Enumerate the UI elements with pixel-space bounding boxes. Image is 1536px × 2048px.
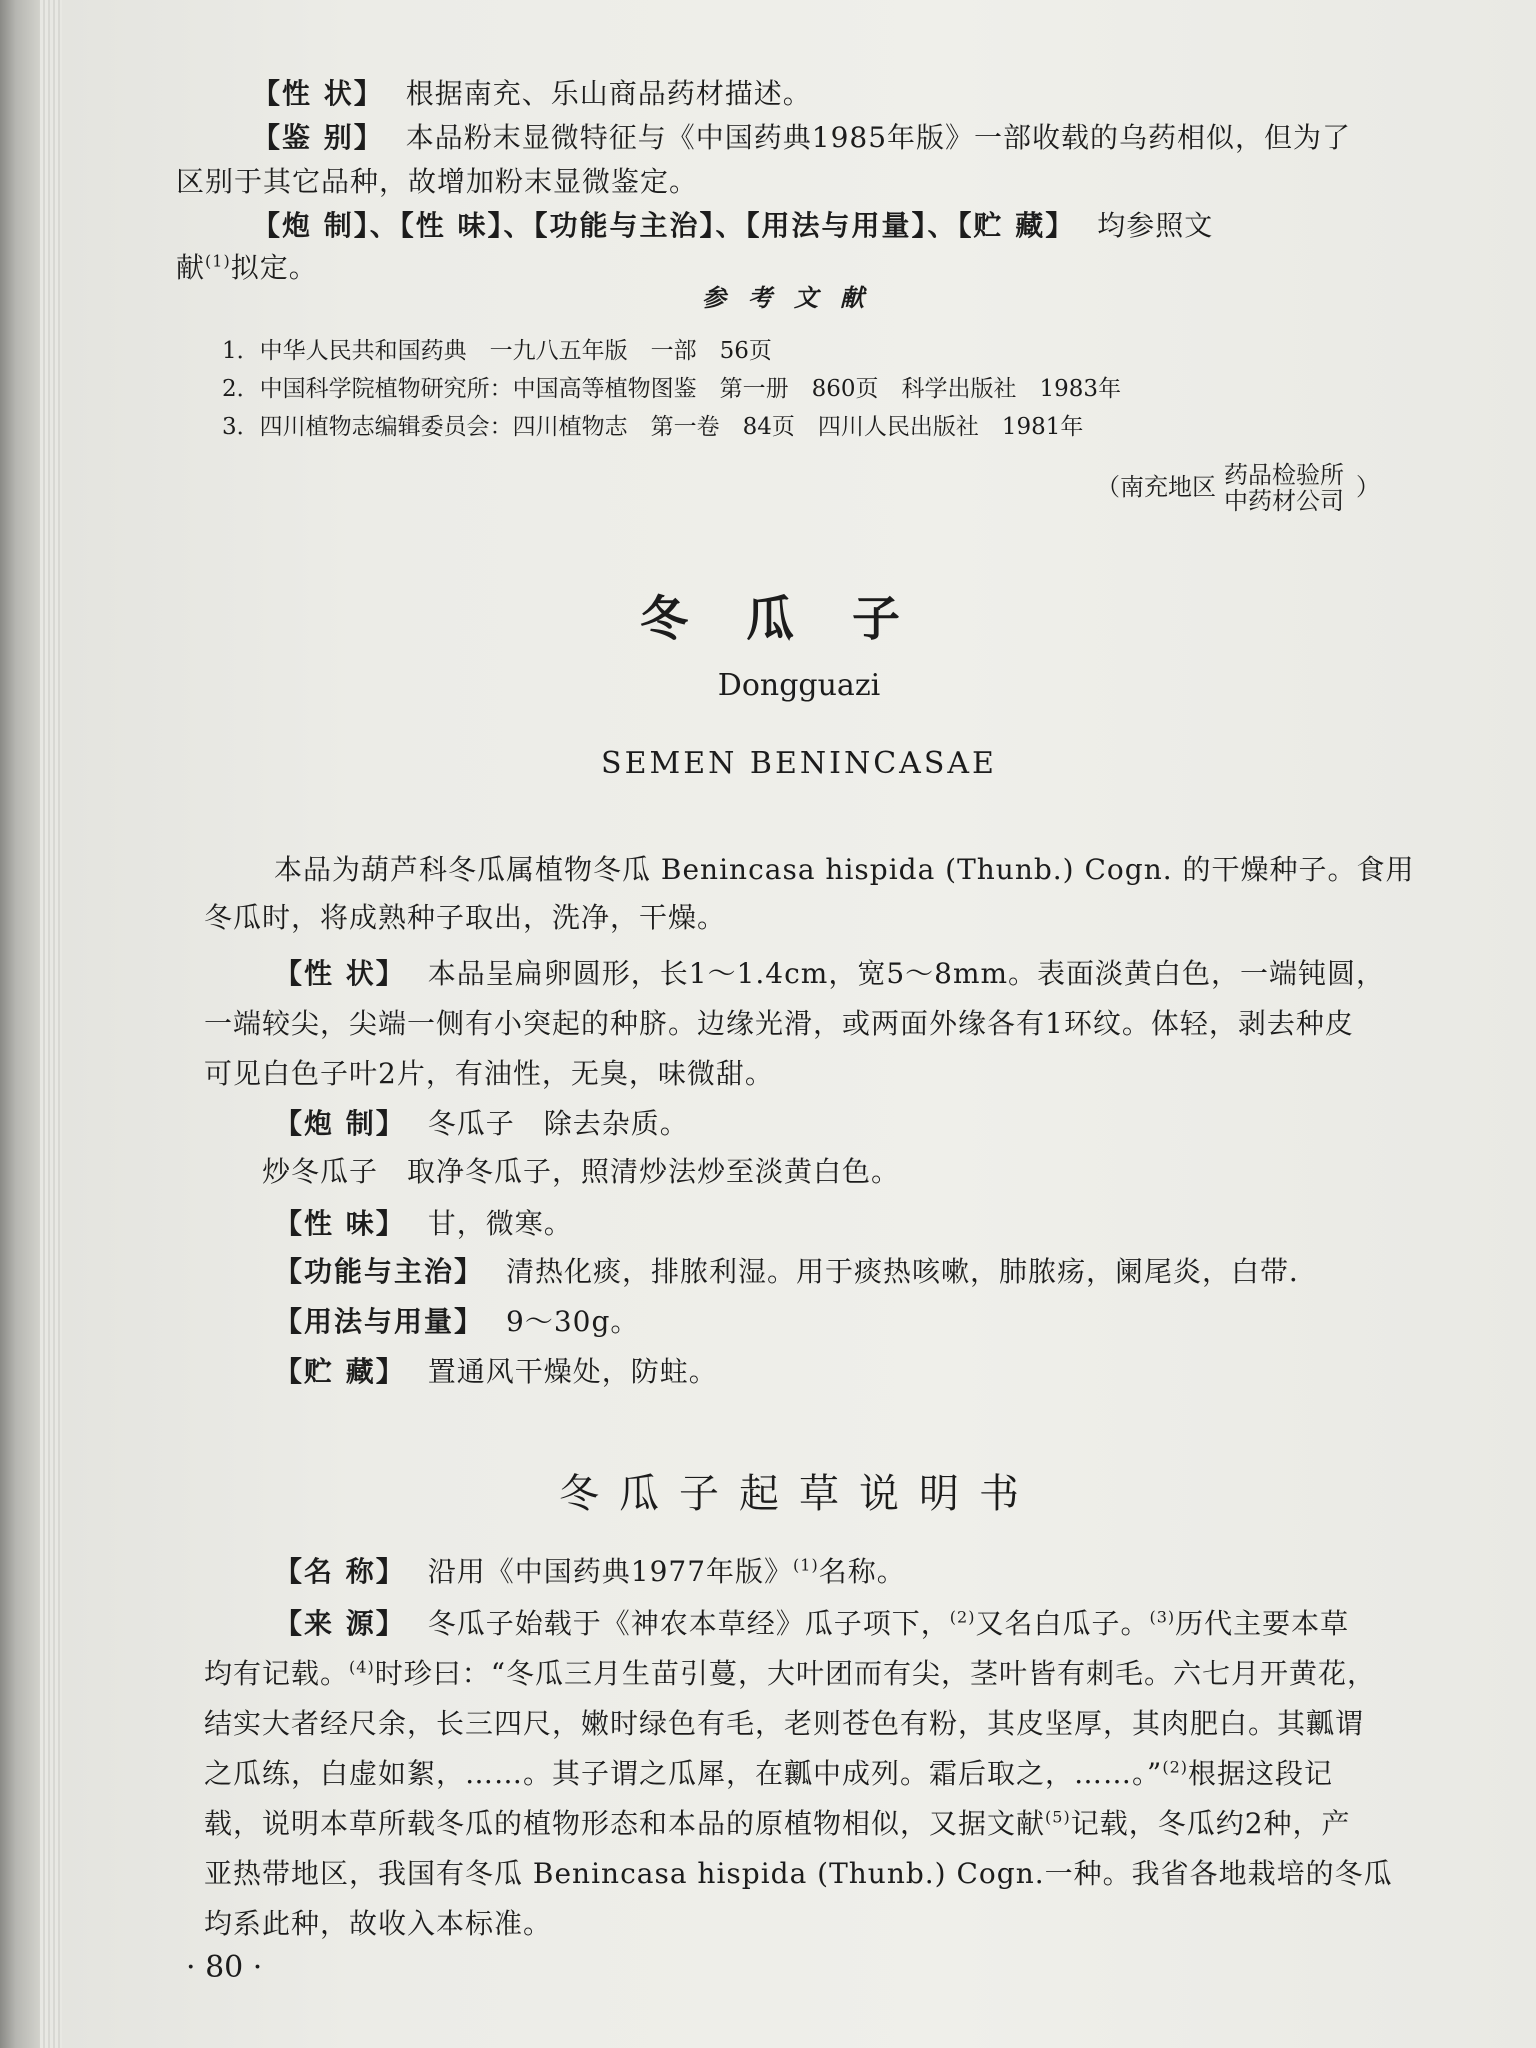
section-text: 献 bbox=[176, 251, 206, 284]
section-labels: 【炮 制】、【性 味】、【功能与主治】、【用法与用量】、【贮 藏】 bbox=[252, 209, 1076, 242]
prev-jianbie-cont bbox=[176, 162, 698, 202]
section-label: 【用法与用量】 bbox=[274, 1305, 485, 1338]
section-text: 时珍曰：“冬瓜三月生苗引蔓，大叶团而有尖，茎叶皆有刺毛。六七月开黄花， bbox=[374, 1657, 1377, 1690]
section-text: 甘，微寒。 bbox=[427, 1207, 573, 1240]
section-text: 均有记载。 bbox=[204, 1657, 350, 1690]
author-close: ） bbox=[1356, 473, 1380, 501]
entry-intro-line-2: 冬瓜时，将成熟种子取出，洗净，干燥。 bbox=[204, 901, 727, 934]
yongfa-line bbox=[274, 1302, 639, 1342]
laiyuan-line-7: 均系此种，故收入本标准。 bbox=[204, 1907, 553, 1940]
section-text: 冬瓜子始载于《神农本草经》瓜子项下， bbox=[427, 1607, 950, 1640]
citation-sup: (1) bbox=[205, 251, 231, 271]
paozhi-line-1 bbox=[274, 1104, 689, 1144]
section-text: 拟定。 bbox=[230, 251, 318, 284]
gongneng-line bbox=[274, 1252, 1318, 1292]
section-label: 【性 味】 bbox=[274, 1207, 406, 1240]
paozhi-line-2: 炒冬瓜子 取净冬瓜子，照清炒法炒至淡黄白色。 bbox=[262, 1155, 901, 1188]
citation-sup: (2) bbox=[949, 1607, 976, 1627]
section-text: 沿用《中国药典1977年版》 bbox=[427, 1555, 794, 1588]
entry-title-chinese: 冬瓜子 bbox=[639, 591, 958, 647]
section-text: 9～30g。 bbox=[506, 1305, 640, 1338]
xingzhuang-line-1 bbox=[274, 954, 1385, 994]
prev-combined-cont bbox=[176, 248, 318, 288]
section-text: 根据南充、乐山商品药材描述。 bbox=[405, 77, 812, 110]
explanation-title: 冬瓜子起草说明书 bbox=[559, 1471, 1039, 1517]
laiyuan-line-5 bbox=[204, 1804, 1351, 1844]
author-units bbox=[1224, 462, 1344, 514]
section-text: 之瓜练，白虚如絮，……。其子谓之瓜犀，在瓤中成列。霜后取之，……。” bbox=[204, 1757, 1163, 1790]
page-number: · 80 · bbox=[186, 1950, 263, 1985]
laiyuan-line-2 bbox=[204, 1654, 1376, 1694]
section-text: 置通风干燥处，防蛀。 bbox=[427, 1355, 718, 1388]
laiyuan-line-6: 亚热带地区，我国有冬瓜 Benincasa hispida (Thunb.) Cogn.一种。我省各地栽培的冬瓜 bbox=[204, 1857, 1393, 1890]
laiyuan-line-1 bbox=[274, 1604, 1349, 1644]
citation-sup: (1) bbox=[793, 1555, 819, 1575]
section-text: 冬瓜子 除去杂质。 bbox=[427, 1107, 689, 1140]
prev-xingzhuang-line bbox=[252, 74, 812, 114]
citation-sup: (2) bbox=[1162, 1757, 1188, 1777]
xingzhuang-line-3: 可见白色子叶2片，有油性，无臭，味微甜。 bbox=[204, 1057, 774, 1090]
reference-item-2: 2．中国科学院植物研究所：中国高等植物图鉴 第一册 860页 科学出版社 1983年 bbox=[222, 376, 1122, 402]
section-text: 清热化痰，排脓利湿。用于痰热咳嗽，肺脓疡，阑尾炎，白带． bbox=[506, 1255, 1319, 1288]
section-text: 本品呈扁卵圆形，长1～1.4cm，宽5～8mm。表面淡黄白色，一端钝圆， bbox=[427, 957, 1386, 990]
citation-sup: (4) bbox=[349, 1657, 375, 1677]
entry-title-pinyin: Dongguazi bbox=[717, 668, 881, 703]
book-spine bbox=[0, 0, 40, 2048]
section-label: 【名 称】 bbox=[274, 1555, 406, 1588]
section-text: 区别于其它品种，故增加粉末显微鉴定。 bbox=[176, 165, 699, 198]
citation-sup: (3) bbox=[1149, 1607, 1176, 1627]
section-label: 【性 状】 bbox=[252, 77, 384, 110]
section-text: 记载，冬瓜约2种，产 bbox=[1070, 1807, 1351, 1840]
prev-jianbie-line bbox=[252, 118, 1351, 158]
section-label: 【功能与主治】 bbox=[274, 1255, 485, 1288]
page-edges bbox=[40, 0, 62, 2048]
author-unit-1: 药品检验所 bbox=[1224, 461, 1344, 489]
section-text: 载，说明本草所载冬瓜的植物形态和本品的原植物相似，又据文献 bbox=[204, 1807, 1046, 1840]
xingzhuang-line-2: 一端较尖，尖端一侧有小突起的种脐。边缘光滑，或两面外缘各有1环纹。体轻，剥去种皮 bbox=[204, 1007, 1354, 1040]
section-label: 【性 状】 bbox=[274, 957, 406, 990]
reference-item-3: 3．四川植物志编辑委员会：四川植物志 第一卷 84页 四川人民出版社 1981年 bbox=[222, 414, 1084, 440]
author-prefix: （南充地区 bbox=[1096, 473, 1216, 501]
section-label: 【来 源】 bbox=[274, 1607, 406, 1640]
author-unit-2: 中药材公司 bbox=[1224, 487, 1344, 515]
laiyuan-line-3: 结实大者经尺余，长三四尺，嫩时绿色有毛，老则苍色有粉，其皮坚厚，其肉肥白。其瓤谓 bbox=[204, 1707, 1365, 1740]
section-text: 历代主要本草 bbox=[1175, 1607, 1350, 1640]
references-title: 参考文献 bbox=[702, 283, 886, 312]
xingwei-line bbox=[274, 1204, 573, 1244]
prev-combined-labels-line bbox=[252, 206, 1213, 246]
book-page bbox=[62, 0, 1536, 2048]
citation-sup: (5) bbox=[1045, 1807, 1071, 1827]
section-text: 名称。 bbox=[818, 1555, 906, 1588]
section-label: 【贮 藏】 bbox=[274, 1355, 406, 1388]
entry-title-latin: SEMEN BENINCASAE bbox=[601, 746, 997, 781]
section-text: 根据这段记 bbox=[1188, 1757, 1334, 1790]
laiyuan-line-4 bbox=[204, 1754, 1333, 1794]
zhucang-line bbox=[274, 1352, 718, 1392]
section-text: 均参照文 bbox=[1097, 209, 1214, 242]
page-content bbox=[62, 0, 1536, 2048]
section-text: 又名白瓜子。 bbox=[975, 1607, 1150, 1640]
section-label: 【鉴 别】 bbox=[252, 121, 384, 154]
entry-intro-line-1: 本品为葫芦科冬瓜属植物冬瓜 Benincasa hispida (Thunb.) Cogn. 的干燥种子。食用 bbox=[274, 853, 1415, 886]
reference-item-1: 1．中华人民共和国药典 一九八五年版 一部 56页 bbox=[222, 338, 772, 364]
section-text: 本品粉末显微特征与《中国药典1985年版》一部收载的乌药相似，但为了 bbox=[405, 121, 1352, 154]
section-label: 【炮 制】 bbox=[274, 1107, 406, 1140]
mingcheng-line bbox=[274, 1552, 906, 1592]
